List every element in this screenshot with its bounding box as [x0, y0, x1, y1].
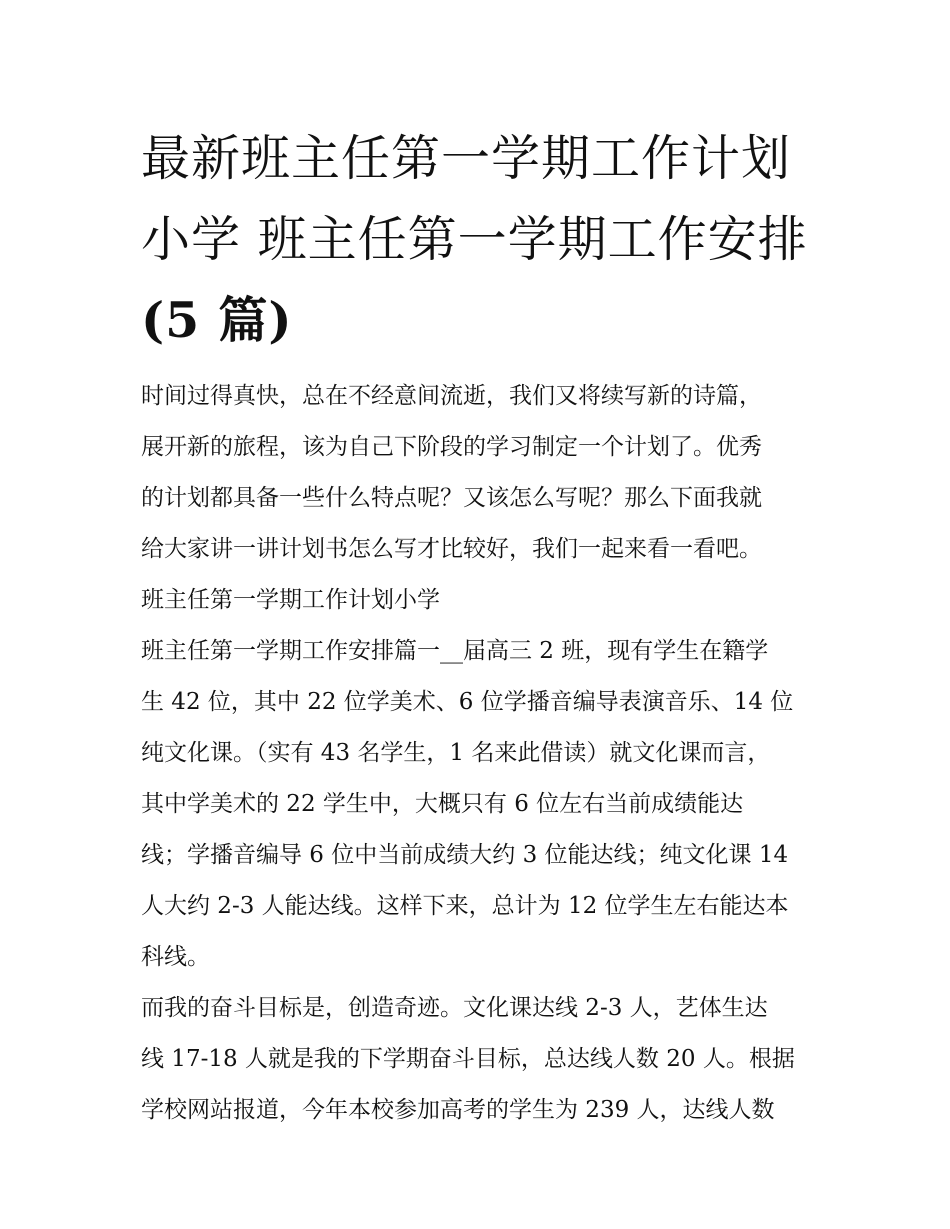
text-line: 线；学播音编导 6 位中当前成绩大约 3 位能达线；纯文化课 14: [141, 842, 789, 868]
text-line: 而我的奋斗目标是，创造奇迹。文化课达线 2-3 人，艺体生达: [141, 995, 768, 1021]
text-line: 班主任第一学期工作安排篇一__届高三 2 班，现有学生在籍学: [141, 638, 769, 664]
text-line: 线 17-18 人就是我的下学期奋斗目标，总达线人数 20 人。根据: [141, 1046, 795, 1072]
intro-paragraph: [141, 371, 813, 575]
subheading: [141, 575, 813, 626]
document-body: [141, 371, 813, 1136]
text-line: 科线。: [141, 944, 210, 970]
text-line: 时间过得真快，总在不经意间流逝，我们又将续写新的诗篇，: [141, 383, 762, 409]
text-line: 的计划都具备一些什么特点呢？又该怎么写呢？那么下面我就: [141, 485, 762, 511]
text-line: 给大家讲一讲计划书怎么写才比较好，我们一起来看一看吧。: [141, 536, 762, 562]
subheading-text: 班主任第一学期工作计划小学: [141, 587, 440, 613]
text-line: 展开新的旅程，该为自己下阶段的学习制定一个计划了。优秀: [141, 434, 762, 460]
document-content: [141, 118, 813, 1136]
title-line: 最新班主任第一学期工作计划: [141, 130, 792, 187]
text-line: 其中学美术的 22 学生中，大概只有 6 位左右当前成绩能达: [141, 791, 744, 817]
section-paragraph-1: [141, 626, 813, 983]
text-line: 纯文化课。（实有 43 名学生，1 名来此借读）就文化课而言，: [141, 740, 771, 766]
title-line: 小学 班主任第一学期工作安排: [141, 211, 808, 268]
text-line: 学校网站报道，今年本校参加高考的学生为 239 人，达线人数: [141, 1097, 775, 1123]
text-line: 生 42 位，其中 22 位学美术、6 位学播音编导表演音乐、14 位: [141, 689, 794, 715]
text-line: 人大约 2-3 人能达线。这样下来，总计为 12 位学生左右能达本: [141, 893, 789, 919]
section-paragraph-2: [141, 983, 813, 1136]
document-title: [141, 118, 813, 361]
title-line: (5 篇): [141, 291, 293, 349]
